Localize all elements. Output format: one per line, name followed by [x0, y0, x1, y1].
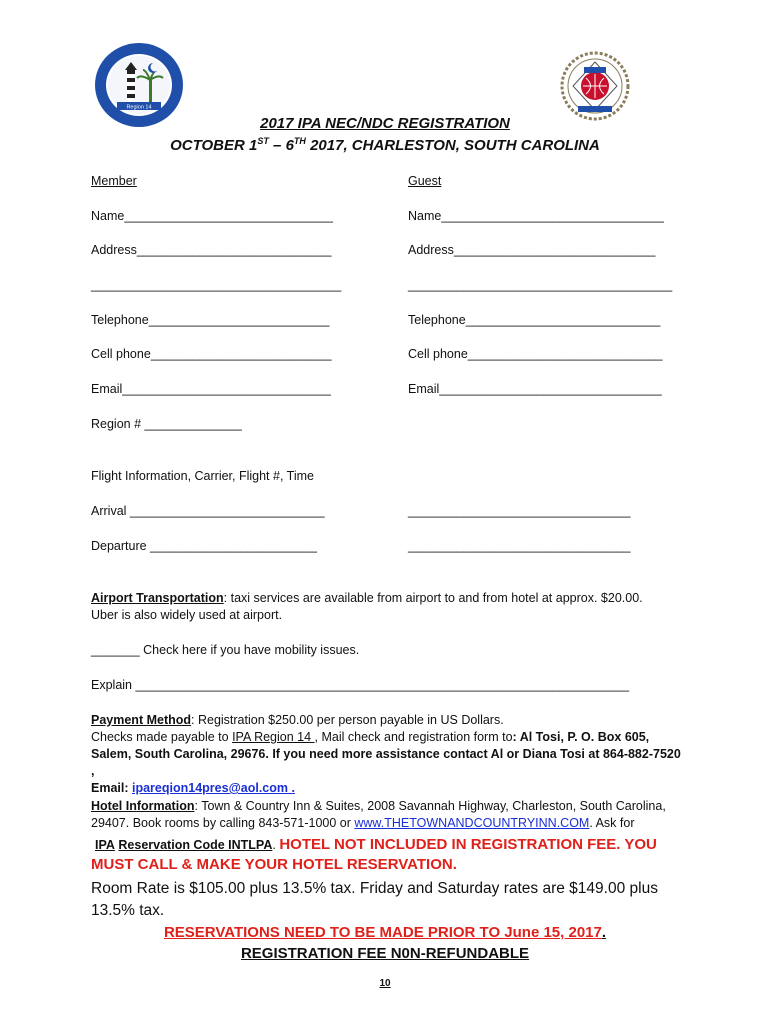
- email-link[interactable]: ipareqion14pres@aol.com .: [132, 781, 295, 795]
- non-refundable-notice: REGISTRATION FEE N0N-REFUNDABLE: [240, 945, 530, 962]
- guest-departure-field[interactable]: ________________________________: [408, 539, 631, 553]
- member-email-field[interactable]: Email______________________________: [91, 382, 331, 396]
- room-rate-text: Room Rate is $105.00 plus 13.5% tax. Friday and Saturday rates are $149.00 plus 13.5% tax.: [91, 880, 658, 919]
- ipa-emblem-logo: [556, 50, 634, 122]
- payment-method-label: Payment Method: [91, 713, 192, 727]
- member-cell-phone-field[interactable]: Cell phone__________________________: [91, 347, 332, 361]
- guest-arrival-field[interactable]: ________________________________: [408, 504, 631, 518]
- form-title: 2017 IPA NEC/NDC REGISTRATION: [260, 115, 510, 132]
- member-heading: Member: [91, 174, 137, 188]
- hotel-information-label: Hotel Information: [91, 799, 195, 813]
- airport-transportation-label: Airport Transportation: [91, 591, 224, 605]
- member-address-field[interactable]: Address____________________________: [91, 243, 332, 257]
- guest-heading: Guest: [408, 174, 442, 188]
- hotel-reservation-notice: MUST CALL & MAKE YOUR HOTEL RESERVATION.: [91, 856, 457, 873]
- guest-name-field[interactable]: Name________________________________: [408, 209, 664, 223]
- reservations-deadline: RESERVATIONS NEED TO BE MADE PRIOR TO June 15, 2017.: [163, 924, 607, 941]
- hotel-website-link[interactable]: www.THETOWNANDCOUNTRYINN.COM: [354, 816, 590, 830]
- guest-address-line2-field[interactable]: ______________________________________: [408, 278, 673, 292]
- member-address-line2-field[interactable]: ____________________________________: [91, 278, 342, 292]
- member-telephone-field[interactable]: Telephone__________________________: [91, 313, 330, 327]
- page-number: 10: [379, 978, 391, 989]
- guest-telephone-field[interactable]: Telephone____________________________: [408, 313, 661, 327]
- flight-info-heading: Flight Information, Carrier, Flight #, Time: [91, 469, 314, 483]
- arrival-field[interactable]: Arrival ____________________________: [91, 504, 325, 518]
- member-region-field[interactable]: Region # ______________: [91, 417, 242, 431]
- mobility-checkbox[interactable]: _______ Check here if you have mobility issues.: [91, 643, 360, 657]
- svg-text:Region 14: Region 14: [126, 104, 152, 111]
- departure-field[interactable]: Departure ________________________: [91, 539, 317, 553]
- guest-address-field[interactable]: Address_____________________________: [408, 243, 656, 257]
- hotel-section: Hotel Information: Town & Country Inn & Suites, 2008 Savannah Highway, Charleston, South Carolina, 29407. Book rooms by calling 843-571-1000 or www.THETOWNANDCOUNTRYINN.COM. Ask for: [91, 799, 666, 830]
- payment-section: Payment Method: Registration $250.00 per person payable in US Dollars. Checks made payable to IPA Region 14 , Mail check and registration form to: Al Tosi, P. O. Box 605, Salem, South Carolina, 29676. If you need more assistance contact Al or Diana Tosi at 864-882-7520 , Email: ipareqion14pres@aol.com .: [91, 713, 681, 795]
- guest-cell-phone-field[interactable]: Cell phone____________________________: [408, 347, 663, 361]
- member-name-field[interactable]: Name______________________________: [91, 209, 333, 223]
- event-dates-location: OCTOBER 1ST – 6TH 2017, CHARLESTON, SOUTH CAROLINA: [170, 136, 600, 154]
- reservation-code-line: IPA Reservation Code INTLPA. HOTEL NOT INCLUDED IN REGISTRATION FEE. YOU: [95, 836, 657, 853]
- airport-transportation-section: Airport Transportation: taxi services are available from airport to and from hotel at approx. $20.00. Uber is also widely used at airport.: [91, 591, 643, 622]
- guest-email-field[interactable]: Email________________________________: [408, 382, 662, 396]
- explain-field[interactable]: Explain _______________________________________________________________________: [91, 678, 630, 692]
